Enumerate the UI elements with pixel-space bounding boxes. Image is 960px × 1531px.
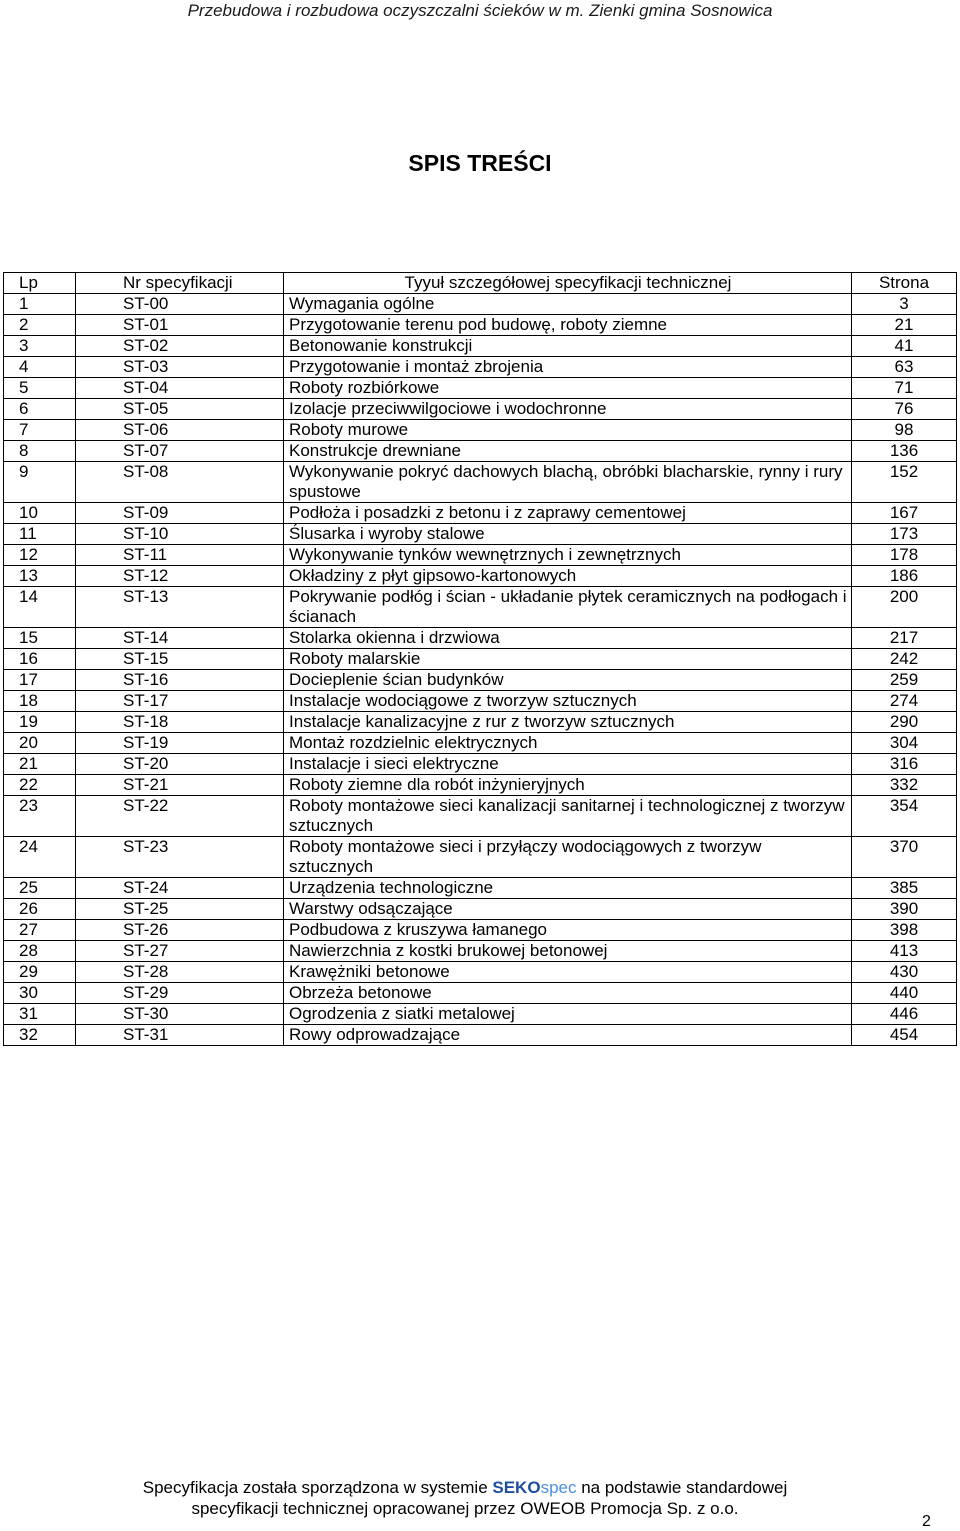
row-title: Nawierzchnia z kostki brukowej betonowej (284, 941, 852, 962)
table-row (4, 628, 957, 649)
row-spec-number: ST-00 (76, 294, 284, 315)
table-row (4, 754, 957, 775)
table-row (4, 941, 957, 962)
row-lp: 15 (4, 628, 76, 649)
table-row (4, 649, 957, 670)
brand-logo-seko: SEKO (492, 1478, 541, 1497)
row-page: 454 (852, 1025, 957, 1046)
table-row (4, 587, 957, 628)
row-title: Instalacje i sieci elektryczne (284, 754, 852, 775)
row-page: 200 (852, 587, 957, 628)
row-spec-number: ST-08 (76, 462, 284, 503)
row-lp: 14 (4, 587, 76, 628)
row-title: Okładziny z płyt gipsowo-kartonowych (284, 566, 852, 587)
footer (0, 1477, 930, 1519)
toc-table (3, 272, 957, 1046)
row-page: 316 (852, 754, 957, 775)
row-lp: 4 (4, 357, 76, 378)
row-spec-number: ST-10 (76, 524, 284, 545)
col-header-title: Tyyuł szczegółowej specyfikacji technicznej (284, 273, 852, 294)
footer-text-after: na podstawie standardowej (576, 1478, 788, 1497)
row-lp: 16 (4, 649, 76, 670)
row-spec-number: ST-25 (76, 899, 284, 920)
row-page: 242 (852, 649, 957, 670)
table-row (4, 670, 957, 691)
footer-line-2: specyfikacji technicznej opracowanej przez OWEOB Promocja Sp. z o.o. (191, 1499, 739, 1518)
table-row (4, 378, 957, 399)
row-spec-number: ST-17 (76, 691, 284, 712)
page-title: SPIS TREŚCI (408, 150, 552, 176)
table-row (4, 1004, 957, 1025)
table-row (4, 566, 957, 587)
table-row (4, 441, 957, 462)
row-page: 440 (852, 983, 957, 1004)
row-page: 413 (852, 941, 957, 962)
row-spec-number: ST-02 (76, 336, 284, 357)
row-page: 41 (852, 336, 957, 357)
row-page: 217 (852, 628, 957, 649)
row-page: 385 (852, 878, 957, 899)
row-title: Roboty ziemne dla robót inżynieryjnych (284, 775, 852, 796)
row-title: Roboty montażowe sieci kanalizacji sanitarnej i technologicznej z tworzyw sztucznych (284, 796, 852, 837)
table-row (4, 336, 957, 357)
row-lp: 23 (4, 796, 76, 837)
row-page: 152 (852, 462, 957, 503)
row-page: 430 (852, 962, 957, 983)
footer-line-1 (0, 1477, 930, 1498)
col-header-page: Strona (852, 273, 957, 294)
row-title: Pokrywanie podłóg i ścian - układanie płytek ceramicznych na podłogach i ścianach (284, 587, 852, 628)
table-row (4, 545, 957, 566)
row-title: Podbudowa z kruszywa łamanego (284, 920, 852, 941)
row-lp: 10 (4, 503, 76, 524)
table-row (4, 920, 957, 941)
row-lp: 21 (4, 754, 76, 775)
row-spec-number: ST-23 (76, 837, 284, 878)
row-spec-number: ST-20 (76, 754, 284, 775)
row-page: 304 (852, 733, 957, 754)
col-header-lp: Lp (4, 273, 76, 294)
row-spec-number: ST-27 (76, 941, 284, 962)
table-row (4, 1025, 957, 1046)
row-lp: 13 (4, 566, 76, 587)
table-row (4, 420, 957, 441)
row-page: 98 (852, 420, 957, 441)
row-title: Ślusarka i wyroby stalowe (284, 524, 852, 545)
row-page: 3 (852, 294, 957, 315)
row-title: Stolarka okienna i drzwiowa (284, 628, 852, 649)
row-lp: 31 (4, 1004, 76, 1025)
row-page: 274 (852, 691, 957, 712)
table-row (4, 462, 957, 503)
row-lp: 5 (4, 378, 76, 399)
table-row (4, 294, 957, 315)
row-title: Betonowanie konstrukcji (284, 336, 852, 357)
row-title: Wykonywanie tynków wewnętrznych i zewnętrznych (284, 545, 852, 566)
table-row (4, 775, 957, 796)
row-title: Przygotowanie terenu pod budowę, roboty ziemne (284, 315, 852, 336)
row-spec-number: ST-15 (76, 649, 284, 670)
row-title: Izolacje przeciwwilgociowe i wodochronne (284, 399, 852, 420)
row-page: 167 (852, 503, 957, 524)
row-page: 186 (852, 566, 957, 587)
row-lp: 26 (4, 899, 76, 920)
row-lp: 3 (4, 336, 76, 357)
row-page: 21 (852, 315, 957, 336)
row-page: 290 (852, 712, 957, 733)
row-page: 354 (852, 796, 957, 837)
row-spec-number: ST-22 (76, 796, 284, 837)
row-title: Ogrodzenia z siatki metalowej (284, 1004, 852, 1025)
row-page: 390 (852, 899, 957, 920)
table-row (4, 733, 957, 754)
row-lp: 11 (4, 524, 76, 545)
row-title: Wykonywanie pokryć dachowych blachą, obróbki blacharskie, rynny i rury spustowe (284, 462, 852, 503)
row-title: Konstrukcje drewniane (284, 441, 852, 462)
row-title: Docieplenie ścian budynków (284, 670, 852, 691)
row-lp: 1 (4, 294, 76, 315)
row-lp: 19 (4, 712, 76, 733)
row-lp: 7 (4, 420, 76, 441)
row-lp: 9 (4, 462, 76, 503)
row-title: Przygotowanie i montaż zbrojenia (284, 357, 852, 378)
row-spec-number: ST-18 (76, 712, 284, 733)
table-row (4, 962, 957, 983)
row-title: Rowy odprowadzające (284, 1025, 852, 1046)
row-lp: 25 (4, 878, 76, 899)
row-page: 259 (852, 670, 957, 691)
row-lp: 17 (4, 670, 76, 691)
row-page: 398 (852, 920, 957, 941)
row-title: Obrzeża betonowe (284, 983, 852, 1004)
row-lp: 22 (4, 775, 76, 796)
row-title: Roboty malarskie (284, 649, 852, 670)
row-title: Roboty murowe (284, 420, 852, 441)
row-lp: 6 (4, 399, 76, 420)
row-title: Roboty montażowe sieci i przyłączy wodociągowych z tworzyw sztucznych (284, 837, 852, 878)
row-spec-number: ST-21 (76, 775, 284, 796)
row-spec-number: ST-14 (76, 628, 284, 649)
row-spec-number: ST-24 (76, 878, 284, 899)
row-spec-number: ST-12 (76, 566, 284, 587)
table-row (4, 503, 957, 524)
row-lp: 18 (4, 691, 76, 712)
table-row (4, 837, 957, 878)
row-page: 446 (852, 1004, 957, 1025)
row-spec-number: ST-26 (76, 920, 284, 941)
row-lp: 20 (4, 733, 76, 754)
row-spec-number: ST-07 (76, 441, 284, 462)
table-row (4, 399, 957, 420)
row-spec-number: ST-04 (76, 378, 284, 399)
row-lp: 24 (4, 837, 76, 878)
row-spec-number: ST-28 (76, 962, 284, 983)
row-title: Roboty rozbiórkowe (284, 378, 852, 399)
row-spec-number: ST-09 (76, 503, 284, 524)
row-lp: 32 (4, 1025, 76, 1046)
brand-logo-spec: spec (540, 1478, 577, 1497)
col-header-spec-number: Nr specyfikacji (76, 273, 284, 294)
row-page: 76 (852, 399, 957, 420)
row-page: 332 (852, 775, 957, 796)
table-row (4, 315, 957, 336)
row-title: Montaż rozdzielnic elektrycznych (284, 733, 852, 754)
row-spec-number: ST-05 (76, 399, 284, 420)
row-lp: 27 (4, 920, 76, 941)
footer-text-before: Specyfikacja została sporządzona w systemie (142, 1478, 493, 1497)
row-page: 71 (852, 378, 957, 399)
row-title: Wymagania ogólne (284, 294, 852, 315)
row-title: Warstwy odsączające (284, 899, 852, 920)
row-lp: 29 (4, 962, 76, 983)
row-lp: 28 (4, 941, 76, 962)
row-title: Podłoża i posadzki z betonu i z zaprawy cementowej (284, 503, 852, 524)
table-row (4, 878, 957, 899)
row-page: 370 (852, 837, 957, 878)
row-lp: 30 (4, 983, 76, 1004)
running-header: Przebudowa i rozbudowa oczyszczalni ścieków w m. Zienki gmina Sosnowica (187, 1, 773, 20)
table-row (4, 524, 957, 545)
row-title: Instalacje wodociągowe z tworzyw sztucznych (284, 691, 852, 712)
row-lp: 12 (4, 545, 76, 566)
row-lp: 8 (4, 441, 76, 462)
toc-header-row (4, 273, 957, 294)
row-spec-number: ST-30 (76, 1004, 284, 1025)
row-spec-number: ST-29 (76, 983, 284, 1004)
row-title: Urządzenia technologiczne (284, 878, 852, 899)
row-page: 178 (852, 545, 957, 566)
row-page: 63 (852, 357, 957, 378)
row-title: Instalacje kanalizacyjne z rur z tworzyw sztucznych (284, 712, 852, 733)
row-title: Krawężniki betonowe (284, 962, 852, 983)
table-row (4, 712, 957, 733)
page-number: 2 (922, 1513, 931, 1530)
row-spec-number: ST-01 (76, 315, 284, 336)
row-lp: 2 (4, 315, 76, 336)
table-row (4, 983, 957, 1004)
row-spec-number: ST-13 (76, 587, 284, 628)
row-page: 173 (852, 524, 957, 545)
table-row (4, 357, 957, 378)
row-spec-number: ST-03 (76, 357, 284, 378)
row-spec-number: ST-31 (76, 1025, 284, 1046)
row-page: 136 (852, 441, 957, 462)
toc-body (4, 294, 957, 1046)
row-spec-number: ST-11 (76, 545, 284, 566)
table-row (4, 796, 957, 837)
row-spec-number: ST-06 (76, 420, 284, 441)
table-row (4, 691, 957, 712)
table-row (4, 899, 957, 920)
row-spec-number: ST-19 (76, 733, 284, 754)
row-spec-number: ST-16 (76, 670, 284, 691)
